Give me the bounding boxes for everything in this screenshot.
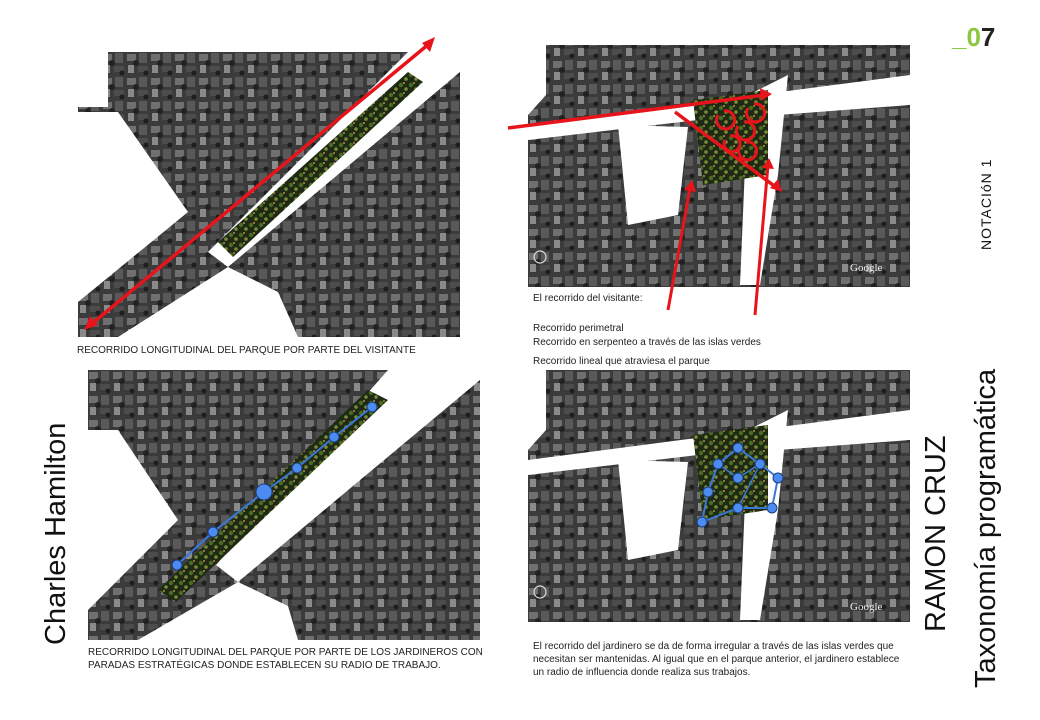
page-number-prefix: _0	[952, 22, 981, 52]
caption-top-right-line3: Recorrido lineal que atraviesa el parque	[533, 356, 710, 367]
notation-label: NOTACIóN 1	[978, 158, 994, 250]
caption-top-right-line1: Recorrido perimetral	[533, 323, 624, 334]
author-right: RAMON CRUZ	[920, 435, 952, 632]
author-left: Charles Hamilton	[40, 422, 72, 645]
caption-bottom-left: RECORRIDO LONGITUDINAL DEL PARQUE POR PARTE DE LOS JARDINEROS CON PARADAS ESTRATÉGICAS DONDE ESTABLECEN SU RADIO DE TRABAJO.	[88, 647, 483, 671]
caption-top-right-title: El recorrido del visitante:	[533, 293, 643, 304]
section-title: Taxonomía programática	[970, 368, 1002, 688]
caption-top-right-line2: Recorrido en serpenteo a través de las islas verdes	[533, 337, 761, 348]
caption-top-left: RECORRIDO LONGITUDINAL DEL PARQUE POR PARTE DEL VISITANTE	[77, 345, 416, 356]
gardener-route-bottom-left	[160, 390, 390, 580]
google-watermark-top-right: Google	[850, 262, 883, 274]
route-arrow-top-left	[70, 25, 460, 335]
gardener-route-bottom-right	[690, 440, 790, 540]
page-number	[952, 22, 995, 53]
caption-bottom-right: El recorrido del jardinero se da de forma irregular a través de las islas verdes que necesitan ser mantenidas. Al igual que en el parque anterior, el jardinero establece un radio de influencia donde realiza sus trabajos.	[533, 641, 900, 678]
page-number-suffix: 7	[980, 22, 996, 52]
google-watermark-bottom-right: Google	[850, 601, 883, 613]
